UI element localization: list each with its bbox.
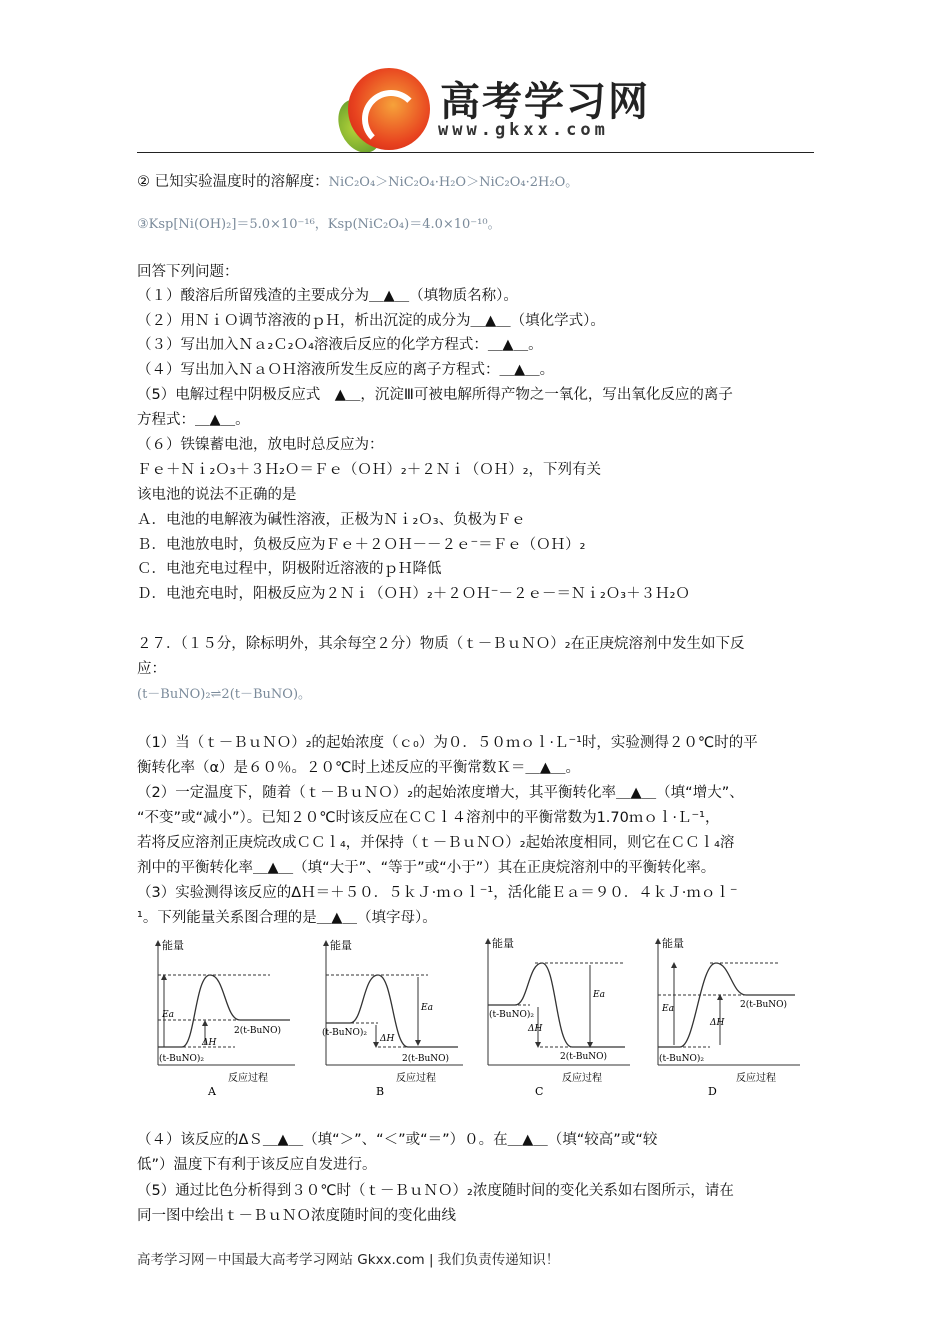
question-6-line-3: 该电池的说法不正确的是 — [137, 487, 297, 503]
diagram-c-y-label: 能量 — [492, 937, 514, 950]
part-3-line-2: ¹。下列能量关系图合理的是＿▲＿（填字母）。 — [137, 910, 437, 926]
diagram-a-x-label: 反应过程 — [228, 1073, 268, 1084]
option-b: Ｂ．电池放电时，负极反应为Ｆｅ＋２ＯＨ－－２ｅ⁻＝Ｆｅ（ＯＨ）₂ — [137, 537, 586, 553]
diagram-c-dh: ΔH — [528, 1024, 543, 1034]
diagram-c-reactant: (t-BuNO)₂ — [489, 1010, 534, 1020]
diagram-a-ea: Ea — [162, 1010, 174, 1020]
diagram-d-ea: Ea — [662, 1004, 674, 1014]
diagram-d-reactant: (t-BuNO)₂ — [659, 1054, 704, 1064]
part-5-line-1: （5）通过比色分析得到３０℃时（ｔ－ＢｕＮＯ）₂浓度随时间的变化关系如右图所示，请在 — [137, 1183, 734, 1199]
diagram-c — [488, 936, 630, 1098]
diagram-c-ea: Ea — [593, 990, 605, 1000]
diagram-c-product: 2(t-BuNO) — [560, 1052, 608, 1062]
question-5-line-1: （5）电解过程中阴极反应式 ▲＿，沉淀Ⅲ可被电解所得产物之一氧化，写出氧化反应的离子 — [137, 387, 733, 403]
diagram-a-letter: A — [208, 1085, 216, 1098]
diagram-a-product: 2(t-BuNO) — [234, 1026, 282, 1036]
diagram-b-reactant: (t-BuNO)₂ — [322, 1028, 367, 1038]
logo-circle-icon — [348, 68, 430, 150]
option-c: Ｃ．电池充电过程中，阴极附近溶液的ｐＨ降低 — [137, 561, 442, 577]
part-1-line-2: 衡转化率（α）是６０％。２０℃时上述反应的平衡常数Ｋ＝＿▲＿。 — [137, 760, 580, 776]
diagram-b-letter: B — [376, 1085, 385, 1098]
option-d: Ｄ．电池充电时，阳极反应为２Ｎｉ（ＯＨ）₂＋２ＯＨ⁻－２ｅ－＝Ｎｉ₂Ｏ₃＋３Ｈ₂Ｏ — [137, 586, 690, 602]
diagram-b-product: 2(t-BuNO) — [402, 1054, 450, 1064]
question-2: （２）用ＮｉＯ调节溶液的ｐＨ，析出沉淀的成分为＿▲＿（填化学式）。 — [137, 313, 605, 329]
diagram-d-dh: ΔH — [710, 1018, 725, 1028]
part-5-line-2: 同一图中绘出ｔ－ＢｕＮＯ浓度随时间的变化曲线 — [137, 1208, 456, 1224]
diagram-d-y-label: 能量 — [662, 937, 684, 950]
site-logo — [348, 68, 650, 152]
diagram-b-x-label: 反应过程 — [396, 1073, 436, 1084]
part-1-line-1: （1）当（ｔ－ＢｕＮＯ）₂的起始浓度（ｃ₀）为０．５０ｍｏｌ·Ｌ⁻¹时，实验测得２０℃时的平 — [137, 735, 758, 751]
question-4: （４）写出加入ＮａＯＨ溶液所发生反应的离子方程式：＿▲＿。 — [137, 362, 555, 378]
solubility-label: ② 已知实验温度时的溶解度： — [137, 174, 329, 190]
part-3-line-1: （3）实验测得该反应的ΔＨ＝＋５０．５ｋＪ·ｍｏｌ⁻¹，活化能Ｅａ＝９０．４ｋＪ·ｍｏｌ⁻ — [137, 885, 738, 901]
equilibrium-equation: (t－BuNO)₂⇌2(t－BuNO)。 — [137, 687, 312, 702]
diagram-d-x-label: 反应过程 — [736, 1073, 776, 1084]
option-a: Ａ．电池的电解液为碱性溶液，正极为Ｎｉ₂Ｏ₃、负极为Ｆｅ — [137, 512, 526, 528]
header-divider — [137, 152, 814, 153]
part-2-line-1: （2）一定温度下，随着（ｔ－ＢｕＮＯ）₂的起始浓度增大，其平衡转化率＿▲＿（填“增大”、 — [137, 785, 744, 801]
diagram-d-letter: D — [708, 1085, 717, 1098]
energy-diagrams — [150, 935, 820, 1105]
page-footer: 高考学习网－中国最大高考学习网站 Gkxx.com | 我们负责传递知识！ — [137, 1252, 560, 1268]
question-5-line-2: 方程式：＿▲＿。 — [137, 412, 250, 428]
site-url: www.gkxx.com — [438, 120, 609, 140]
ksp-line: ③Ksp[Ni(OH)₂]＝5.0×10⁻¹⁶，Ksp(NiC₂O₄)＝4.0×10⁻¹⁰。 — [137, 217, 501, 232]
solubility-formula: NiC₂O₄＞NiC₂O₄·H₂O＞NiC₂O₄·2H₂O。 — [328, 175, 579, 190]
diagram-d-product: 2(t-BuNO) — [740, 1000, 788, 1010]
questions-intro: 回答下列问题： — [137, 264, 239, 280]
part-4-line-2: 低”）温度下有利于该反应自发进行。 — [137, 1157, 377, 1173]
diagram-a — [158, 938, 295, 1098]
diagram-b-y-label: 能量 — [330, 939, 352, 952]
diagram-a-reactant: (t-BuNO)₂ — [159, 1054, 204, 1064]
part-2-line-4: 剂中的平衡转化率＿▲＿（填“大于”、“等于”或“小于”）其在正庚烷溶剂中的平衡转化率。 — [137, 860, 716, 876]
question-6-line-2: Ｆｅ＋Ｎｉ₂Ｏ₃＋３Ｈ₂Ｏ＝Ｆｅ（ＯＨ）₂＋２Ｎｉ（ＯＨ）₂，下列有关 — [137, 462, 602, 478]
diagram-b — [322, 938, 463, 1098]
known-solubility-line — [137, 172, 578, 193]
diagram-c-x-label: 反应过程 — [562, 1073, 602, 1084]
part-4-line-1: （４）该反应的ΔＳ＿▲＿（填“＞”、“＜”或“＝”）０。在＿▲＿（填“较高”或“较 — [137, 1132, 658, 1148]
diagram-a-y-label: 能量 — [162, 939, 184, 952]
diagram-b-dh: ΔH — [380, 1034, 395, 1044]
question-6-line-1: （６）铁镍蓄电池，放电时总反应为： — [137, 437, 384, 453]
diagram-c-letter: C — [535, 1085, 544, 1098]
question-27-line-2: 应： — [137, 661, 166, 677]
question-27-line-1: ２７．（１５分，除标明外，其余每空２分）物质（ｔ－ＢｕＮＯ）₂在正庚烷溶剂中发生如下反 — [137, 636, 745, 652]
part-2-line-3: 若将反应溶剂正庚烷改成ＣＣｌ₄，并保持（ｔ－ＢｕＮＯ）₂起始浓度相同，则它在ＣＣｌ₄溶 — [137, 835, 735, 851]
question-1: （１）酸溶后所留残渣的主要成分为＿▲＿（填物质名称）。 — [137, 288, 518, 304]
part-2-line-2: “不变”或“减小”）。已知２０℃时该反应在ＣＣｌ４溶剂中的平衡常数为1.70ｍｏｌ·Ｌ⁻¹， — [137, 810, 720, 826]
question-3: （３）写出加入Ｎａ₂Ｃ₂Ｏ₄溶液后反应的化学方程式：＿▲＿。 — [137, 337, 543, 353]
diagram-d — [658, 936, 800, 1098]
site-name: 高考学习网 — [440, 79, 650, 125]
diagram-b-ea: Ea — [421, 1003, 433, 1013]
diagram-a-dh: ΔH — [202, 1038, 217, 1048]
